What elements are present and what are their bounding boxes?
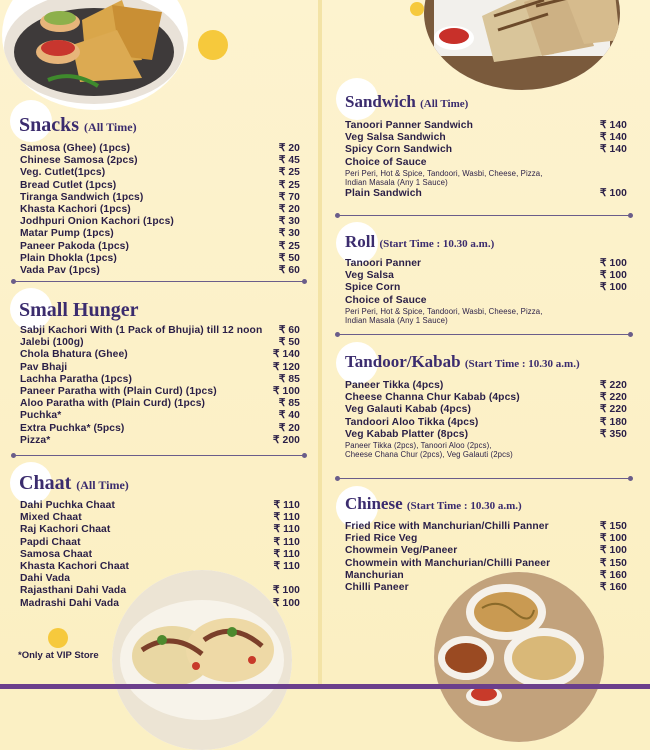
heading-subtitle: (Start Time : 10.30 a.m.): [406, 500, 522, 512]
menu-item-name: Samosa (Ghee) (1pcs): [20, 143, 131, 154]
heading-subtitle: (All Time): [84, 120, 137, 134]
menu-item-name: Aloo Paratha with (Plain Curd) (1pcs): [20, 398, 206, 410]
menu-item-price: ₹ 25: [278, 240, 300, 252]
menu-note: Paneer Tikka (2pcs), Tanoori Aloo (2pcs),: [345, 440, 492, 450]
menu-item: [20, 253, 300, 265]
menu-item: [20, 561, 300, 573]
column-divider: [318, 0, 322, 689]
section-heading-tandoor: [345, 352, 580, 372]
section-heading-small-hunger: [19, 299, 138, 322]
heading-subtitle: (Start Time : 10.30 a.m.): [464, 358, 580, 370]
menu-item-name: Chilli Paneer: [345, 581, 409, 593]
section-separator: [338, 334, 630, 335]
roll-list: [345, 258, 627, 326]
menu-item: [345, 533, 627, 545]
menu-item: [20, 549, 300, 561]
menu-item-price: ₹ 110: [273, 536, 300, 548]
menu-item-price: ₹ 40: [278, 410, 300, 422]
menu-item-name: Veg Salsa Sandwich: [345, 132, 446, 144]
section-heading-sandwich: [345, 92, 468, 112]
menu-item: [345, 404, 627, 416]
menu-item-price: ₹ 220: [599, 404, 627, 416]
menu-item-price: ₹ 100: [599, 258, 627, 269]
menu-item-price: ₹ 120: [272, 361, 300, 373]
menu-item: [20, 192, 300, 204]
heading-title: Chaat: [19, 472, 72, 494]
menu-item-name: Fried Rice with Manchurian/Chilli Panner: [345, 521, 549, 532]
chaat-list: [20, 500, 300, 610]
menu-item-price: ₹ 100: [599, 187, 627, 199]
menu-item-name: Paneer Pakoda (1pcs): [20, 240, 130, 252]
menu-item-price: ₹ 100: [599, 282, 627, 294]
menu-item: [345, 120, 627, 132]
menu-item-price: ₹ 220: [599, 380, 627, 391]
menu-item-name: Choice of Sauce: [345, 294, 427, 306]
menu-item-name: Veg Galauti Kabab (4pcs): [345, 404, 471, 416]
menu-item-price: ₹ 45: [278, 155, 300, 167]
menu-item-name: Tanoori Panner Sandwich: [345, 120, 473, 131]
menu-item-price: ₹ 140: [599, 120, 627, 131]
menu-item-price: ₹ 200: [272, 434, 300, 446]
menu-item-price: ₹ 140: [599, 132, 627, 144]
menu-item-name: Veg Kabab Platter (8pcs): [345, 428, 469, 440]
menu-item-name: Tanoori Panner: [345, 258, 422, 269]
footnote: *Only at VIP Store: [18, 650, 99, 661]
heading-title: Chinese: [345, 494, 403, 513]
heading-subtitle: (All Time): [76, 478, 129, 492]
menu-note: Peri Peri, Hot & Spice, Tandoori, Wasbi, Cheese, Pizza,: [345, 306, 543, 316]
menu-item-name: Manchurian: [345, 569, 404, 581]
menu-item-price: ₹ 70: [278, 191, 300, 203]
menu-item: [20, 573, 300, 585]
heading-title: Roll: [345, 232, 376, 251]
menu-item: [20, 337, 300, 349]
menu-item-name: Choice of Sauce: [345, 156, 427, 168]
menu-item: [20, 386, 300, 398]
menu-item-name: Paneer Paratha with (Plain Curd) (1pcs): [20, 385, 217, 397]
small-hunger-list: [20, 325, 300, 447]
menu-item: [345, 188, 627, 200]
heading-title: Small Hunger: [19, 299, 139, 321]
menu-item-name: Puchka*: [20, 410, 62, 422]
menu-item: [20, 325, 300, 337]
menu-item-price: ₹ 140: [599, 144, 627, 156]
menu-item-price: ₹ 220: [599, 392, 627, 404]
menu-item: [20, 423, 300, 435]
section-heading-chinese: [345, 494, 522, 514]
menu-item: [20, 349, 300, 361]
menu-item: [20, 374, 300, 386]
menu-item-price: ₹ 100: [272, 597, 300, 609]
tandoor-list: [345, 380, 627, 460]
menu-item-name: Tiranga Sandwich (1pcs): [20, 191, 144, 203]
menu-item-name: Fried Rice Veg: [345, 533, 418, 545]
menu-item: [20, 180, 300, 192]
section-heading-roll: [345, 232, 494, 252]
menu-item: [20, 204, 300, 216]
menu-item: [345, 270, 627, 282]
menu-item-name: Plain Dhokla (1pcs): [20, 252, 117, 264]
section-heading-snacks: [19, 114, 137, 137]
menu-item-name: Plain Sandwich: [345, 187, 422, 199]
section-separator: [14, 281, 304, 282]
menu-item: [345, 132, 627, 144]
menu-item-price: ₹ 30: [278, 228, 300, 240]
menu-item-price: ₹ 100: [599, 270, 627, 282]
menu-item-name: Paneer Tikka (4pcs): [345, 380, 444, 391]
menu-item-name: Mixed Chaat: [20, 512, 82, 524]
menu-item: [20, 155, 300, 167]
menu-item: [345, 429, 627, 441]
menu-item-price: ₹ 30: [278, 216, 300, 228]
menu-item-price: ₹ 50: [278, 337, 300, 349]
menu-item-price: ₹ 110: [273, 524, 300, 536]
menu-item-name: Chola Bhatura (Ghee): [20, 349, 128, 361]
menu-item: [20, 265, 300, 277]
menu-item-name: Jodhpuri Onion Kachori (1pcs): [20, 216, 174, 228]
menu-item: [345, 570, 627, 582]
chinese-image: [434, 572, 604, 742]
menu-item-name: Jalebi (100g): [20, 337, 84, 349]
sandwich-list: [345, 120, 627, 200]
menu-item-name: Spice Corn: [345, 282, 401, 294]
menu-item-name: Pav Bhaji: [20, 361, 68, 373]
menu-item: [20, 362, 300, 374]
heading-subtitle: (Start Time : 10.30 a.m.): [379, 238, 495, 250]
section-separator: [338, 215, 630, 216]
menu-note: Indian Masala (Any 1 Sauce): [345, 178, 448, 188]
menu-item-price: ₹ 100: [599, 533, 627, 545]
bottom-bar: [0, 684, 650, 689]
menu-item: [20, 500, 300, 512]
menu-item-price: ₹ 140: [272, 349, 300, 361]
heading-title: Snacks: [19, 114, 80, 136]
menu-item-name: Spicy Corn Sandwich: [345, 144, 453, 156]
menu-item-name: Chinese Samosa (2pcs): [20, 155, 138, 167]
section-heading-chaat: [19, 472, 129, 495]
menu-item: [345, 258, 627, 270]
menu-item-price: ₹ 150: [599, 521, 627, 532]
decor-dot: [48, 628, 68, 648]
menu-item-price: ₹ 160: [599, 569, 627, 581]
menu-item-name: Samosa Chaat: [20, 548, 93, 560]
menu-item-name: Veg Salsa: [345, 270, 394, 282]
menu-item-name: Vada Pav (1pcs): [20, 264, 100, 276]
menu-item-price: ₹ 60: [278, 325, 300, 336]
menu-note: Cheese Chana Chur (2pcs), Veg Galauti (2pcs): [345, 450, 513, 460]
menu-item-name: Sabji Kachori With (1 Pack of Bhujia) till 12 noon: [20, 325, 263, 336]
menu-item: [345, 295, 627, 307]
menu-item-name: Papdi Chaat: [20, 536, 81, 548]
menu-item-price: ₹ 25: [278, 167, 300, 179]
menu-item-name: Chowmein Veg/Paneer: [345, 545, 458, 557]
menu-item-name: Khasta Kachori (1pcs): [20, 203, 131, 215]
menu-item: [20, 598, 300, 610]
menu-item-price: ₹ 20: [278, 422, 300, 434]
menu-item: [20, 143, 300, 155]
menu-item-price: ₹ 110: [273, 548, 300, 560]
menu-item: [345, 144, 627, 156]
menu-item-name: Dahi Vada: [20, 573, 71, 585]
menu-item: [20, 167, 300, 179]
menu-item: [20, 410, 300, 422]
menu-item: [345, 157, 627, 169]
decor-dot: [410, 2, 424, 16]
menu-item-name: Madrashi Dahi Vada: [20, 597, 120, 609]
decor-dot: [198, 30, 228, 60]
menu-item-name: Rajasthani Dahi Vada: [20, 585, 127, 597]
snacks-list: [20, 143, 300, 277]
menu-item-price: ₹ 20: [278, 203, 300, 215]
menu-item: [20, 241, 300, 253]
menu-item-name: Matar Pump (1pcs): [20, 228, 114, 240]
menu-item-price: ₹ 150: [599, 557, 627, 569]
menu-item-price: ₹ 100: [599, 545, 627, 557]
menu-item: [20, 524, 300, 536]
menu-item-price: ₹ 110: [273, 560, 300, 572]
menu-note: Peri Peri, Hot & Spice, Tandoori, Wasbi, Cheese, Pizza,: [345, 168, 543, 178]
menu-item: [345, 582, 627, 594]
menu-item-name: Cheese Channa Chur Kabab (4pcs): [345, 392, 520, 404]
heading-title: Tandoor/Kabab: [345, 352, 461, 371]
menu-item-price: ₹ 180: [599, 416, 627, 428]
menu-item-name: Raj Kachori Chaat: [20, 524, 111, 536]
chinese-list: [345, 521, 627, 594]
heading-subtitle: (All Time): [420, 98, 469, 110]
menu-item-name: Veg. Cutlet(1pcs): [20, 167, 106, 179]
menu-item-price: ₹ 20: [278, 143, 300, 154]
section-separator: [14, 455, 304, 456]
menu-item: [345, 417, 627, 429]
menu-item: [20, 216, 300, 228]
menu-item-price: ₹ 25: [278, 179, 300, 191]
menu-item-price: ₹ 160: [599, 581, 627, 593]
menu-item: [345, 392, 627, 404]
menu-item: [20, 537, 300, 549]
menu-item: [345, 380, 627, 392]
menu-item-price: ₹ 100: [272, 585, 300, 597]
menu-item-price: ₹ 110: [273, 512, 300, 524]
menu-item: [345, 558, 627, 570]
menu-item-name: Pizza*: [20, 434, 51, 446]
menu-item: [345, 545, 627, 557]
menu-item-price: ₹ 85: [278, 398, 300, 410]
menu-item-name: Extra Puchka* (5pcs): [20, 422, 125, 434]
menu-item-price: ₹ 350: [599, 428, 627, 440]
menu-item-name: Khasta Kachori Chaat: [20, 560, 130, 572]
menu-item: [20, 228, 300, 240]
menu-item-price: ₹ 100: [272, 385, 300, 397]
menu-item-price: ₹ 110: [273, 500, 300, 511]
menu-item-price: ₹ 85: [278, 373, 300, 385]
menu-item-name: Dahi Puchka Chaat: [20, 500, 115, 511]
menu-item: [20, 585, 300, 597]
menu-item: [20, 435, 300, 447]
menu-item: [20, 512, 300, 524]
section-separator: [338, 478, 630, 479]
menu-item-price: ₹ 60: [278, 264, 300, 276]
menu-item: [345, 521, 627, 533]
menu-item-name: Tandoori Aloo Tikka (4pcs): [345, 416, 479, 428]
menu-item: [20, 398, 300, 410]
menu-item-name: Chowmein with Manchurian/Chilli Paneer: [345, 557, 551, 569]
menu-note: Indian Masala (Any 1 Sauce): [345, 316, 448, 326]
heading-title: Sandwich: [345, 92, 416, 111]
menu-item-name: Bread Cutlet (1pcs): [20, 179, 117, 191]
menu-item-name: Lachha Paratha (1pcs): [20, 373, 132, 385]
menu-item-price: ₹ 50: [278, 252, 300, 264]
menu-item: [345, 282, 627, 294]
